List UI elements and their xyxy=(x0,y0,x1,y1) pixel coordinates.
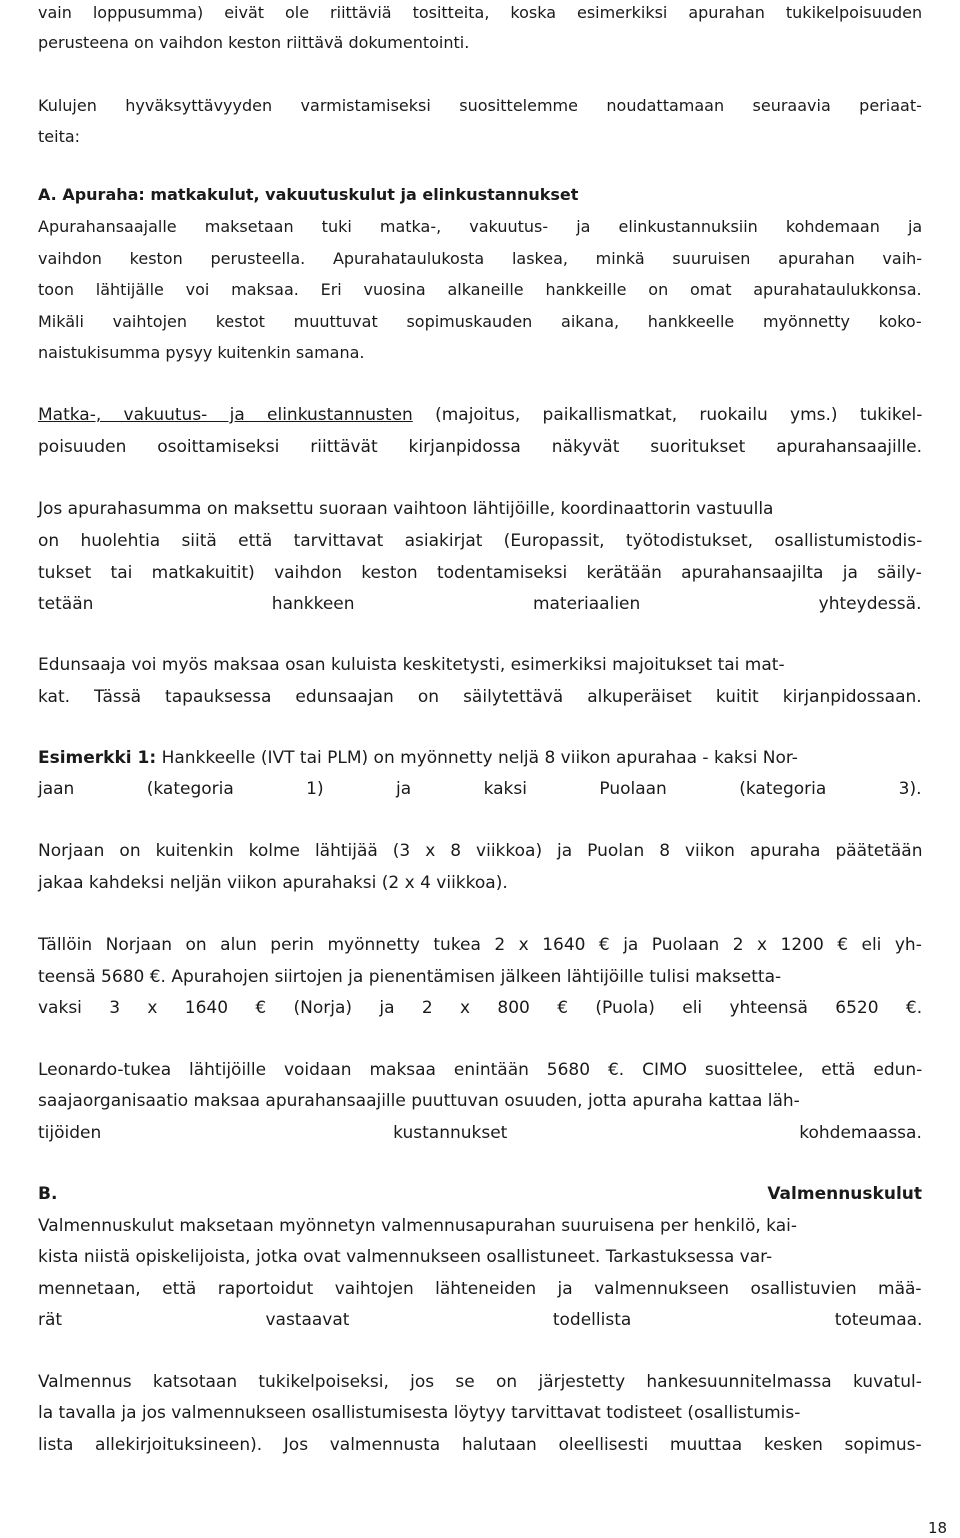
text-line: tukset tai matkakuitit) vaihdon keston todentamiseksi kerätään apurahansaajilta ja säily- xyxy=(38,563,922,583)
text-line: poisuuden osoittamiseksi riittävät kirjanpidossa näkyvät suoritukset apurahansaajille. xyxy=(38,437,923,457)
text-line: naistukisumma pysyy kuitenkin samana. xyxy=(38,343,365,362)
text-line: la tavalla ja jos valmennukseen osallistumisesta löytyy tarvittavat todisteet (osallistumis- xyxy=(38,1403,801,1423)
section-heading-b: B. Valmennuskulut xyxy=(38,1184,922,1204)
text-line: kista niistä opiskelijoista, jotka ovat valmennukseen osallistuneet. Tarkastuksessa var- xyxy=(38,1247,773,1267)
text-line: tijöiden kustannukset kohdemaassa. xyxy=(38,1123,922,1143)
text-line: Valmennuskulut maksetaan myönnetyn valmennusapurahan suuruisena per henkilö, kai- xyxy=(38,1216,797,1236)
text-line: tetään hankkeen materiaalien yhteydessä. xyxy=(38,594,922,614)
text-line: rät vastaavat todellista toteumaa. xyxy=(38,1310,923,1330)
text-line: Kulujen hyväksyttävyyden varmistamiseksi suosittelemme noudattamaan seuraavia periaat- xyxy=(38,96,922,115)
text-line xyxy=(38,747,798,769)
text-line: saajaorganisaatio maksaa apurahansaajille puuttuvan osuuden, jotta apuraha kattaa läh- xyxy=(38,1091,800,1111)
text-line: Leonardo-tukea lähtijöille voidaan maksaa enintään 5680 €. CIMO suosittelee, että edun- xyxy=(38,1060,923,1080)
example-label: Esimerkki 1: xyxy=(38,748,157,768)
text-line: lista allekirjoituksineen). Jos valmennusta halutaan oleellisesti muuttaa kesken sopimus- xyxy=(38,1435,922,1455)
text-line: toon lähtijälle voi maksaa. Eri vuosina alkaneille hankkeille on omat apurahataulukkonsa. xyxy=(38,280,922,299)
section-heading-a: A. Apuraha: matkakulut, vakuutuskulut ja elinkustannukset xyxy=(38,185,579,204)
text-line: Norjaan on kuitenkin kolme lähtijää (3 x 8 viikkoa) ja Puolan 8 viikon apuraha päätetään xyxy=(38,841,923,861)
underlined-phrase: Matka-, vakuutus- ja elinkustannusten xyxy=(38,405,413,425)
text-line: Apurahansaajalle maksetaan tuki matka-, vakuutus- ja elinkustannuksiin kohdemaan ja xyxy=(38,217,923,236)
text-line: Mikäli vaihtojen kestot muuttuvat sopimuskauden aikana, hankkeelle myönnetty koko- xyxy=(38,312,922,331)
text-line: mennetaan, että raportoidut vaihtojen lähteneiden ja valmennukseen osallistuvien mää- xyxy=(38,1279,922,1299)
text-line: Edunsaaja voi myös maksaa osan kuluista keskitetysti, esimerkiksi majoitukset tai mat- xyxy=(38,655,785,675)
text-line xyxy=(38,404,922,426)
text-line: Jos apurahasumma on maksettu suoraan vaihtoon lähtijöille, koordinaattorin vastuulla xyxy=(38,499,774,519)
text-line: on huolehtia siitä että tarvittavat asiakirjat (Europassit, työtodistukset, osallistumistodis- xyxy=(38,531,923,551)
text-span: Hankkeelle (IVT tai PLM) on myönnetty neljä 8 viikon apurahaa - kaksi Nor- xyxy=(156,748,798,768)
text-line: Valmennus katsotaan tukikelpoiseksi, jos se on järjestetty hankesuunnitelmassa kuvatul- xyxy=(38,1372,922,1392)
text-line: vaihdon keston perusteella. Apurahataulukosta laskea, minkä suuruisen apurahan vaih- xyxy=(38,249,923,268)
page-number: 18 xyxy=(928,1519,948,1537)
text-line: jakaa kahdeksi neljän viikon apurahaksi (2 x 4 viikkoa). xyxy=(38,873,508,893)
text-line: vaksi 3 x 1640 € (Norja) ja 2 x 800 € (Puola) eli yhteensä 6520 €. xyxy=(38,998,923,1018)
text-line: perusteena on vaihdon keston riittävä dokumentointi. xyxy=(38,33,470,52)
text-line: vain loppusumma) eivät ole riittäviä tositteita, koska esimerkiksi apurahan tukikelpoisuuden xyxy=(38,3,923,22)
text-line: teita: xyxy=(38,127,81,146)
text-span: (majoitus, paikallismatkat, ruokailu yms.) tukikel- xyxy=(412,405,923,425)
text-line: teensä 5680 €. Apurahojen siirtojen ja pienentämisen jälkeen lähtijöille tulisi maksetta- xyxy=(38,967,782,987)
text-line: kat. Tässä tapauksessa edunsaajan on säilytettävä alkuperäiset kuitit kirjanpidossaan. xyxy=(38,687,922,707)
text-line: Tällöin Norjaan on alun perin myönnetty tukea 2 x 1640 € ja Puolaan 2 x 1200 € eli yh- xyxy=(38,935,922,955)
text-line: jaan (kategoria 1) ja kaksi Puolaan (kategoria 3). xyxy=(38,779,922,799)
